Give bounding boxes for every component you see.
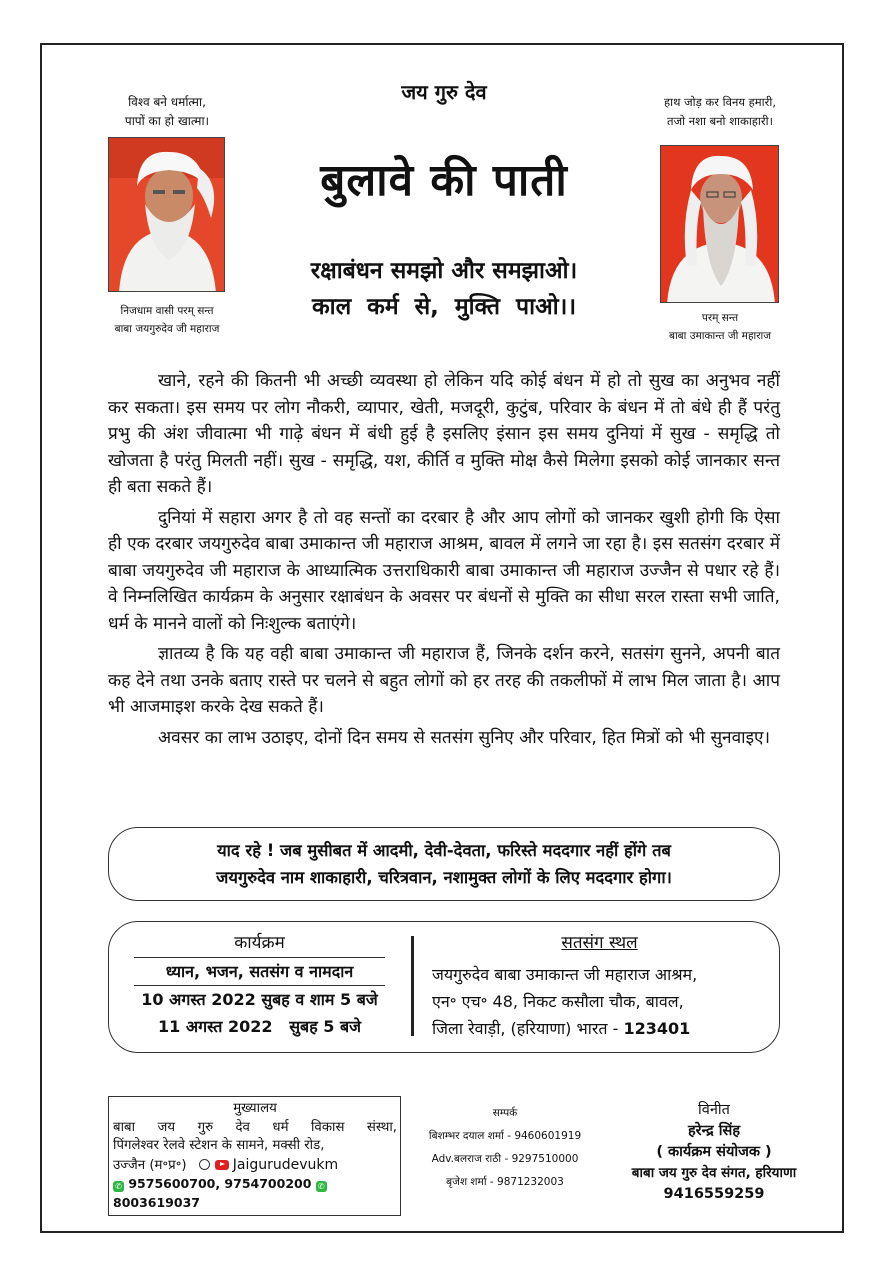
venue-heading: सतसंग स्थल xyxy=(561,933,638,953)
contact-1: बिशम्भर दयाल शर्मा - 9460601919 xyxy=(428,1130,582,1142)
program-date-2: 11 अगस्त 2022 सुबह 5 बजे xyxy=(158,1017,361,1036)
vinit-heading: विनीत xyxy=(698,1102,730,1118)
contact-heading: सम्पर्क xyxy=(492,1107,518,1119)
vinit-org: बाबा जय गुरु देव संगत, हरियाणा xyxy=(631,1165,797,1181)
vinit-name: हरेन्द्र सिंह xyxy=(687,1123,741,1139)
contact-2: Adv.बलराज राठी - 9297510000 xyxy=(431,1153,579,1165)
program-line-1: ध्यान, भजन, सतसंग व नामदान xyxy=(165,962,354,981)
hq-line-1: बाबा जय गुरु देव धर्म विकास संस्था, xyxy=(113,1119,397,1135)
program-date-1: 10 अगस्त 2022 सुबह व शाम 5 बजे xyxy=(141,990,378,1009)
right-slogan-line-2: तजो नशा बनो शाकाहारी। xyxy=(667,114,773,128)
subtitle xyxy=(244,253,644,325)
venue-pincode: 123401 xyxy=(623,1019,691,1038)
top-heading: जय गुरु देव xyxy=(401,80,487,104)
left-portrait xyxy=(108,137,225,292)
hq-phone-numbers: 9575600700, 9754700200 xyxy=(128,1176,312,1191)
program-heading: कार्यक्रम xyxy=(234,933,285,953)
subtitle-line-1: रक्षाबंधन समझो और समझाओ। xyxy=(310,258,578,284)
hq-heading: मुख्यालय xyxy=(233,1101,277,1116)
hq-box xyxy=(108,1096,401,1216)
hq-city: उज्जैन (म॰प्र॰) xyxy=(113,1157,187,1173)
vinit xyxy=(598,1100,830,1205)
venue-line-3 xyxy=(432,1015,767,1042)
hq-line-2: पिंगलेश्वर रेलवे स्टेशन के सामने, मक्सी रोड, xyxy=(113,1138,325,1153)
right-portrait xyxy=(660,145,779,303)
phone-icon: ✆ xyxy=(113,1181,124,1192)
right-caption xyxy=(645,309,795,345)
vinit-role: ( कार्यक्रम संयोजक ) xyxy=(656,1144,772,1160)
body-text xyxy=(108,368,780,755)
hq-channel: Jaigurudevukm xyxy=(232,1156,339,1173)
globe-icon xyxy=(199,1159,210,1170)
reminder-line-2: जयगुरुदेव नाम शाकाहारी, चरित्रवान, नशामुक्त लोगों के लिए मददगार होगा। xyxy=(216,868,672,887)
venue xyxy=(432,930,767,1042)
contact xyxy=(410,1102,600,1194)
body-paragraph-1: खाने, रहने की कितनी भी अच्छी व्यवस्था हो लेकिन यदि कोई बंधन में हो तो सुख का अनुभव नहीं कर सकता। इस समय पर लोग नौकरी, व्यापार, खेती, मजदूरी, कुटुंब, परिवार के बंधन में तो बंधे ही हैं परंतु प्रभु की अंश जीवात्मा भी गाढ़े बंधन में बंधी हुई है इसलिए इंसान इस समय दुनियां में सुख - समृद्धि तो खोजता है परंतु मिलती नहीं। सुख - समृद्धि, यश, कीर्ति व मुक्ति मोक्ष कैसे मिलेगा इसको कोई जानकार सन्त ही बता सकते हैं। xyxy=(108,371,780,497)
left-caption xyxy=(92,302,242,338)
contact-3: बृजेश शर्मा - 9871232003 xyxy=(446,1176,564,1188)
venue-line-1: जयगुरुदेव बाबा उमाकान्त जी महाराज आश्रम, xyxy=(432,965,698,984)
left-caption-line-2: बाबा जयगुरुदेव जी महाराज xyxy=(114,323,220,335)
left-caption-line-1: निजधाम वासी परम् सन्त xyxy=(120,305,214,317)
hq-line-3 xyxy=(113,1156,397,1176)
left-slogan xyxy=(92,93,242,131)
venue-line-3-text: जिला रेवाड़ी, (हरियाणा) भारत - xyxy=(432,1019,619,1038)
right-caption-line-2: बाबा उमाकान्त जी महाराज xyxy=(668,330,772,342)
subtitle-line-2: काल कर्म से, मुक्ति पाओ।। xyxy=(311,294,577,320)
right-slogan-line-1: हाथ जोड़ कर विनय हमारी, xyxy=(664,95,776,109)
left-portrait-image xyxy=(109,138,225,292)
reminder-box xyxy=(108,827,780,901)
reminder-line-1: याद रहे ! जब मुसीबत में आदमी, देवी-देवता, फरिस्ते मददगार नहीं होंगे तब xyxy=(217,841,671,860)
hq-whatsapp-number: 8003619037 xyxy=(113,1194,200,1210)
right-caption-line-1: परम् सन्त xyxy=(701,312,739,324)
whatsapp-icon: ✆ xyxy=(316,1181,327,1192)
right-slogan xyxy=(645,93,795,131)
body-paragraph-4: अवसर का लाभ उठाइए, दोनों दिन समय से सतसंग सुनिए और परिवार, हित मित्रों को भी सुनवाइए। xyxy=(158,727,771,748)
page-title: बुलावे की पाती xyxy=(320,155,568,206)
body-paragraph-3: ज्ञातव्य है कि यह वही बाबा उमाकान्त जी महाराज हैं, जिनके दर्शन करने, सतसंग सुनने, अपनी बात कह देने तथा उनके बताए रास्ते पर चलने से बहुत लोगों को हर तरह की तकलीफों में लाभ मिल जाता है। आप भी आजमाइश करके देख सकते हैं। xyxy=(108,644,780,717)
box-divider xyxy=(411,936,414,1036)
right-portrait-image xyxy=(661,146,779,303)
left-slogan-line-1: विश्व बने धर्मात्मा, xyxy=(128,95,206,109)
venue-line-2: एन॰ एच॰ 48, निकट कसौला चौक, बावल, xyxy=(432,992,684,1011)
vinit-phone: 9416559259 xyxy=(663,1186,765,1202)
body-paragraph-2: दुनियां में सहारा अगर है तो वह सन्तों का दरबार है और आप लोगों को जानकर खुशी होगी कि ऐसा ही एक दरबार जयगुरुदेव बाबा उमाकान्त जी महाराज आश्रम, बावल में लगने जा रहा है। इस सतसंग दरबार में बाबा जयगुरुदेव जी महाराज के आध्यात्मिक उत्तराधिकारी बाबा उमाकान्त जी महाराज उज्जैन से पधार रहे हैं। वे निम्नलिखित कार्यक्रम के अनुसार रक्षाबंधन के अवसर पर बंधनों से मुक्ति का सीधा सरल रास्ता सभी जाति, धर्म के मानने वालों को निःशुल्क बताएंगे। xyxy=(108,507,780,634)
program xyxy=(122,930,397,1040)
youtube-icon xyxy=(215,1160,229,1170)
left-slogan-line-2: पापों का हो खात्मा। xyxy=(124,114,210,128)
hq-phones xyxy=(113,1175,397,1212)
